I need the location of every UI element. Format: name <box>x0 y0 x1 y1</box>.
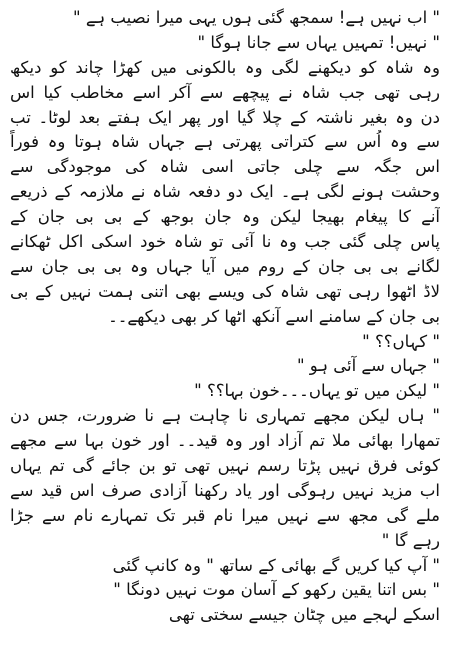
text-line: رہے گا " <box>381 530 440 550</box>
text-line: اسکے لہجے میں چٹان جیسے سختی تھی <box>168 605 440 625</box>
text-line: وہ شاہ کو دیکھنے لگی وہ بالکونی میں کھڑا چاند کو دیکھ <box>10 57 440 77</box>
text-line: کوئی فرق نہیں پڑتا رسم نہیں تھی تو بن جائے گی تم یہاں <box>10 456 440 476</box>
text-line: ملے گی مجھ سے نہیں میرا نام قبر تک تمہارے نام سے جڑا <box>10 505 440 525</box>
text-line: اس جگہ سے چلی جاتی اسی شاہ کی موجودگی سے <box>10 157 440 177</box>
text-line: پاس چلی گئی جب وہ نا آئی تو شاہ خود اسکی اکل ٹھکانے <box>10 232 440 252</box>
text-line: بی جان کے سامنے اسے آنکھ اٹھا کر بھی دیکھے۔۔ <box>108 306 440 326</box>
text-line: رہی تھی جب شاہ نے پیچھے سے آکر اسے مخاطب کیا اس <box>10 82 440 102</box>
text-line: لگانے بی بی جان کے روم میں آیا جہاں وہ بی بی جان سے <box>10 256 440 276</box>
text-line: سے وہ اُس سے کتراتی پھرتی ہے جہاں شاہ ہوتا وہ فوراً <box>10 132 440 152</box>
text-line: لاڈ اٹھوا رہی تھی شاہ کی ویسے بھی اتنی ہمت نہیں کے بی <box>10 281 440 301</box>
text-line: آنے کا پیغام بھیجا لیکن وہ جان بوجھ کے بی بی جان کے <box>10 207 440 227</box>
text-line: " آپ کیا کریں گے بھائی کے ساتھ " وہ کانپ گئی <box>112 555 440 575</box>
text-line: " نہیں! تمہیں یہاں سے جانا ہوگا " <box>197 32 440 52</box>
text-line: وحشت ہونے لگی ہے۔ ایک دو دفعہ شاہ نے ملازمہ کے ذریعے <box>10 182 440 202</box>
text-line: " بس اتنا یقین رکھو کے آسان موت نہیں دونگا " <box>113 580 440 600</box>
text-line: اب مزید نہیں رہوگی اور یاد رکھنا آزادی صرف اس قید سے <box>10 480 440 500</box>
text-line: تمھارا بھائی ملا تم آزاد اور وہ قید۔۔ اور خون بہا سے مجھے <box>10 431 440 451</box>
text-line: " کہاں؟؟ " <box>362 331 440 351</box>
text-line: " لیکن میں تو یہاں۔۔۔خون بہا؟؟ " <box>194 381 440 401</box>
text-line: دن وہ بغیر ناشتہ کے چلا گیا اور پھر ایک ہفتے بعد لوٹا۔ تب <box>10 107 440 127</box>
text-line: " جہاں سے آئی ہو " <box>296 356 440 376</box>
text-line: " اب نہیں ہے! سمجھ گئی ہوں یہی میرا نصیب ہے " <box>72 8 440 27</box>
text-line: " ہاں لیکن مجھے تمہاری نا چاہت ہے نا ضرورت، جس دن <box>10 406 440 426</box>
